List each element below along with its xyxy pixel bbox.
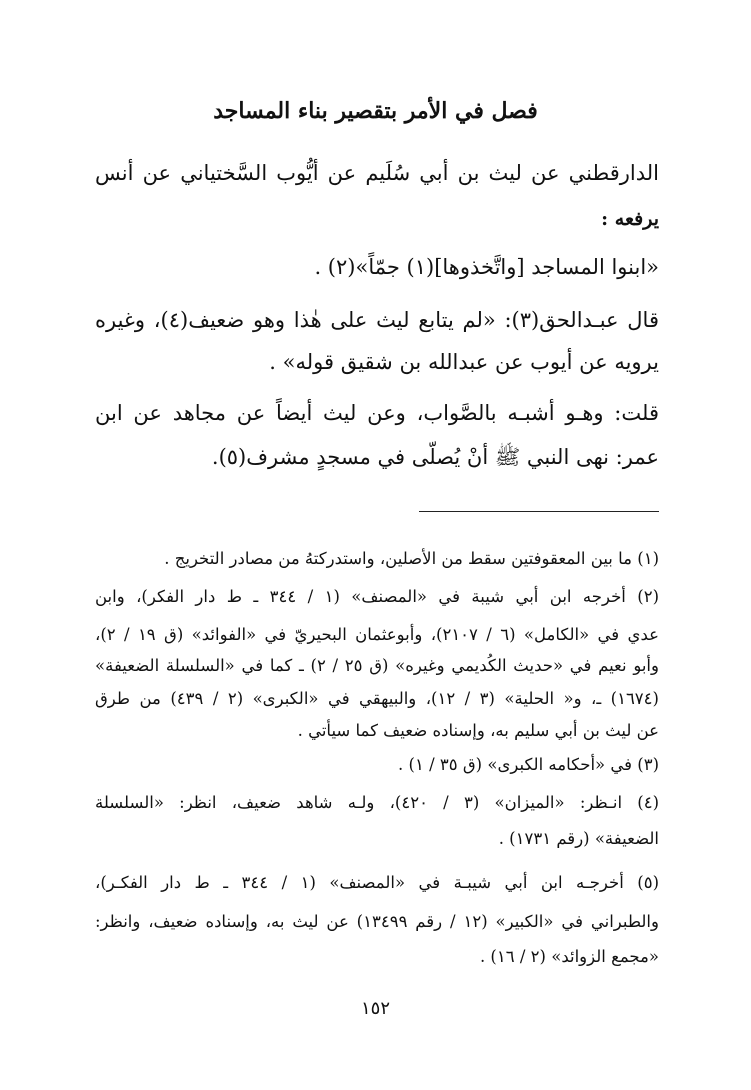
footnote-5-line-1: (٥) أخرجـه ابن أبي شيبـة في «المصنف» (١ / ٣٤٤ ـ ط دار الفكـر)، bbox=[95, 873, 659, 892]
footnote-4-line-2: الضعيفة» (رقم ١٧٣١) . bbox=[498, 829, 659, 848]
footnote-2-line-5: عن ليث بن أبي سليم به، وإسناده ضعيف كما سيأتي . bbox=[297, 721, 659, 740]
footnote-2-line-2: عدي في «الكامل» (٦ / ٢١٠٧)، وأبوعثمان البحيريّ في «الفوائد» (ق ١٩ / ٢)، bbox=[95, 625, 659, 644]
body-line-7: عمر: نهى النبي ﷺ أنْ يُصلّى في مسجدٍ مشرف(٥). bbox=[211, 445, 659, 469]
body-line-3: «ابنوا المساجد [واتَّخذوها](١) جمّاً»(٢) . bbox=[314, 255, 659, 279]
section-heading: فصل في الأمر بتقصير بناء المساجد bbox=[213, 98, 538, 124]
footnote-5-line-2: والطبراني في «الكبير» (١٢ / رقم ١٣٤٩٩) عن ليث به، وإسناده ضعيف، وانظر: bbox=[95, 912, 659, 931]
footnote-divider bbox=[419, 511, 659, 512]
body-line-1: الدارقطني عن ليث بن أبي سُلَيم عن أيُّوب السَّختياني عن أنس bbox=[95, 161, 659, 185]
body-line-4: قال عبـدالحق(٣): «لم يتابع ليث على هٰذا وهو ضعيف(٤)، وغيره bbox=[95, 308, 659, 332]
footnote-3: (٣) في «أحكامه الكبرى» (ق ٣٥ / ١) . bbox=[398, 755, 659, 774]
body-line-5: يرويه عن أيوب عن عبدالله بن شقيق قوله» . bbox=[269, 350, 659, 374]
page-number: ١٥٢ bbox=[360, 998, 390, 1019]
footnote-5-line-3: «مجمع الزوائد» (٢ / ١٦) . bbox=[479, 947, 659, 966]
footnote-4-line-1: (٤) انـظر: «الميزان» (٣ / ٤٢٠)، ولـه شاهد ضعيف، انظر: «السلسلة bbox=[95, 793, 659, 812]
footnote-2-line-4: (١٦٧٤) ـ، و« الحلية» (٣ / ١٢)، والبيهقي في «الكبرى» (٢ / ٤٣٩) من طرق bbox=[95, 689, 659, 708]
footnote-1: (١) ما بين المعقوفتين سقط من الأصلين، واستدركتهُ من مصادر التخريج . bbox=[164, 549, 659, 568]
body-line-2: يرفعه : bbox=[601, 208, 659, 230]
footnote-2-line-3: وأبو نعيم في «حديث الكُديمي وغيره» (ق ٢٥ / ٢) ـ كما في «السلسلة الضعيفة» bbox=[95, 656, 659, 675]
footnote-2-line-1: (٢) أخرجه ابن أبي شيبة في «المصنف» (١ / ٣٤٤ ـ ط دار الفكر)، وابن bbox=[95, 587, 659, 606]
body-line-6: قلت: وهـو أشبـه بالصَّواب، وعن ليث أيضاً عن مجاهد عن ابن bbox=[95, 401, 659, 425]
